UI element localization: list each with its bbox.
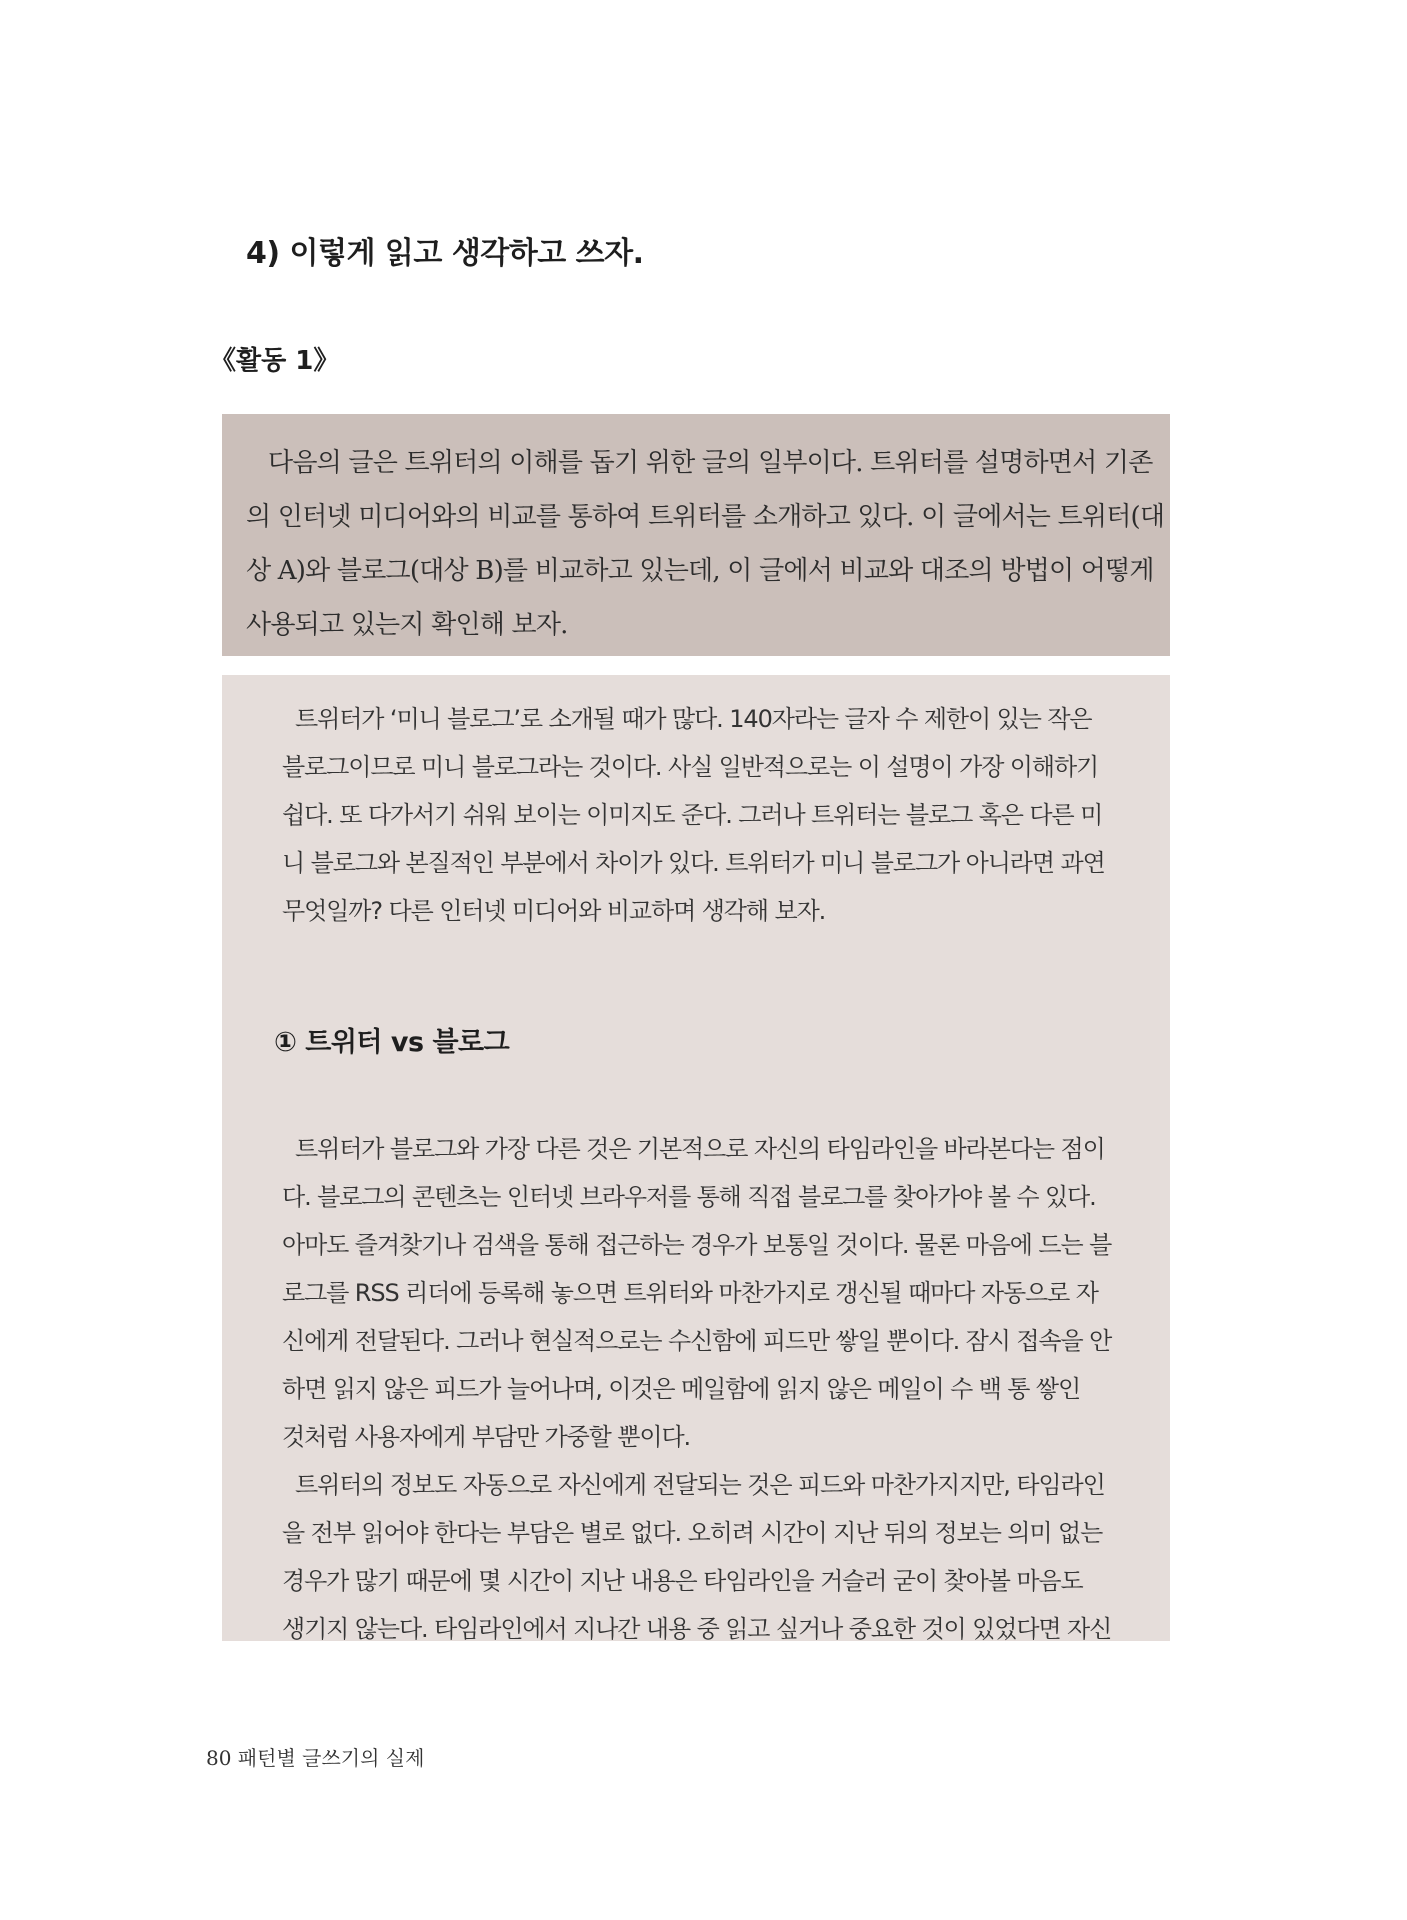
passage-line: 트위터가 블로그와 가장 다른 것은 기본적으로 자신의 타임라인을 바라본다는 점이 [282, 1135, 1105, 1163]
activity-label: 《활동 1》 [210, 346, 340, 376]
instruction-line: 의 인터넷 미디어와의 비교를 통하여 트위터를 소개하고 있다. 이 글에서는 트위터(대 [246, 502, 1165, 532]
passage-line: 하면 읽지 않은 피드가 늘어나며, 이것은 메일함에 읽지 않은 메일이 수 백 통 쌓인 [282, 1375, 1081, 1403]
passage-line: 생기지 않는다. 타임라인에서 지나간 내용 중 읽고 싶거나 중요한 것이 있었다면 자신 [282, 1615, 1112, 1643]
instruction-line: 사용되고 있는지 확인해 보자. [246, 610, 568, 640]
instruction-line: 상 A)와 블로그(대상 B)를 비교하고 있는데, 이 글에서 비교와 대조의 방법이 어떻게 [246, 556, 1154, 586]
passage-line: 다. 블로그의 콘텐츠는 인터넷 브라우저를 통해 직접 블로그를 찾아가야 볼 수 있다. [282, 1183, 1096, 1211]
passage-line: 을 전부 읽어야 한다는 부담은 별로 없다. 오히려 시간이 지난 뒤의 정보는 의미 없는 [282, 1519, 1103, 1547]
passage-line: 경우가 많기 때문에 몇 시간이 지난 내용은 타임라인을 거슬러 굳이 찾아볼 마음도 [282, 1567, 1083, 1595]
passage-line: 무엇일까? 다른 인터넷 미디어와 비교하며 생각해 보자. [282, 897, 826, 925]
passage-line: 블로그이므로 미니 블로그라는 것이다. 사실 일반적으로는 이 설명이 가장 이해하기 [282, 753, 1099, 781]
passage-line: 니 블로그와 본질적인 부분에서 차이가 있다. 트위터가 미니 블로그가 아니라면 과연 [282, 849, 1105, 877]
reading-passage-box [222, 675, 1170, 1641]
passage-line: 쉽다. 또 다가서기 쉬워 보이는 이미지도 준다. 그러나 트위터는 블로그 혹은 다른 미 [282, 801, 1103, 829]
passage-line: 것처럼 사용자에게 부담만 가중할 뿐이다. [282, 1423, 691, 1451]
passage-line: 아마도 즐겨찾기나 검색을 통해 접근하는 경우가 보통일 것이다. 물론 마음에 드는 블 [282, 1231, 1112, 1259]
instruction-line: 다음의 글은 트위터의 이해를 돕기 위한 글의 일부이다. 트위터를 설명하면서 기존 [268, 448, 1153, 478]
passage-line: 트위터의 정보도 자동으로 자신에게 전달되는 것은 피드와 마찬가지지만, 타임라인 [282, 1471, 1105, 1499]
passage-line: 로그를 RSS 리더에 등록해 놓으면 트위터와 마찬가지로 갱신될 때마다 자동으로 자 [282, 1279, 1098, 1307]
passage-line: 트위터가 ‘미니 블로그’로 소개될 때가 많다. 140자라는 글자 수 제한이 있는 작은 [282, 705, 1092, 733]
passage-subheading: ① 트위터 vs 블로그 [274, 1027, 510, 1058]
passage-line: 신에게 전달된다. 그러나 현실적으로는 수신함에 피드만 쌓일 뿐이다. 잠시 접속을 안 [282, 1327, 1112, 1355]
section-title: 4) 이렇게 읽고 생각하고 쓰자. [246, 236, 644, 271]
instruction-box [222, 414, 1170, 656]
page-footer: 80 패턴별 글쓰기의 실제 [206, 1746, 425, 1770]
